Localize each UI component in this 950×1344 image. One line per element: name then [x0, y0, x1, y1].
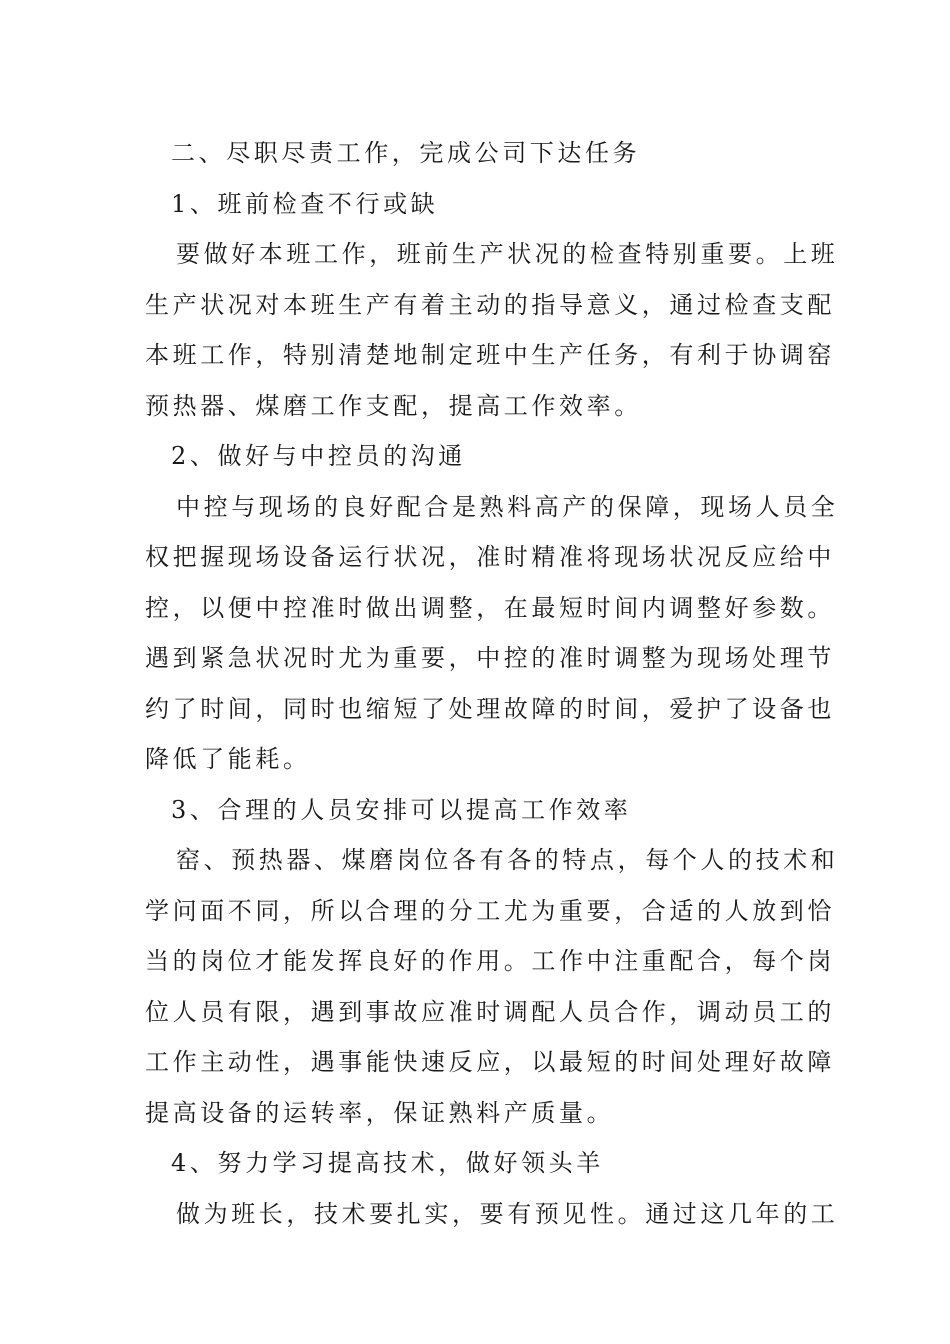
paragraph-line: 工作主动性，遇事能快速反应，以最短的时间处理好故障	[145, 1048, 835, 1076]
paragraph-line: 做为班长，技术要扎实，要有预见性。通过这几年的工	[176, 1199, 839, 1228]
paragraph-line: 遇到紧急状况时尤为重要，中控的准时调整为现场处理节	[145, 644, 835, 672]
subheading-2: 2、做好与中控员的沟通	[171, 442, 466, 470]
paragraph-line: 学问面不同，所以合理的分工尤为重要，合适的人放到恰	[145, 896, 835, 925]
paragraph-line: 控，以便中控准时做出调整，在最短时间内调整好参数。	[145, 593, 835, 622]
paragraph-line: 生产状况对本班生产有着主动的指导意义，通过检查支配	[145, 290, 835, 319]
paragraph-line: 约了时间，同时也缩短了处理故障的时间，爱护了设备也	[145, 694, 835, 723]
subheading-1: 1、班前检查不行或缺	[171, 189, 439, 218]
document-body	[145, 128, 839, 1239]
subheading-4: 4、努力学习提高技术，做好领头羊	[171, 1149, 604, 1177]
subheading-3: 3、合理的人员安排可以提高工作效率	[171, 795, 632, 824]
paragraph-line: 要做好本班工作，班前生产状况的检查特别重要。上班	[176, 240, 839, 268]
section-heading: 二、尽职尽责工作，完成公司下达任务	[171, 139, 641, 167]
paragraph-line: 权把握现场设备运行状况，准时精准将现场状况反应给中	[145, 543, 835, 571]
paragraph-line: 预热器、煤磨工作支配，提高工作效率。	[145, 391, 642, 420]
paragraph-line: 提高设备的运转率，保证熟料产质量。	[145, 1098, 615, 1127]
paragraph-line: 窑、预热器、煤磨岗位各有各的特点，每个人的技术和	[176, 846, 839, 874]
paragraph-line: 本班工作，特别清楚地制定班中生产任务，有利于协调窑	[145, 341, 835, 369]
paragraph-line: 中控与现场的良好配合是熟料高产的保障，现场人员全	[176, 492, 839, 521]
paragraph-line: 降低了能耗。	[145, 745, 311, 773]
paragraph-line: 当的岗位才能发挥良好的作用。工作中注重配合，每个岗	[145, 947, 835, 975]
paragraph-line: 位人员有限，遇到事故应准时调配人员合作，调动员工的	[145, 997, 835, 1026]
